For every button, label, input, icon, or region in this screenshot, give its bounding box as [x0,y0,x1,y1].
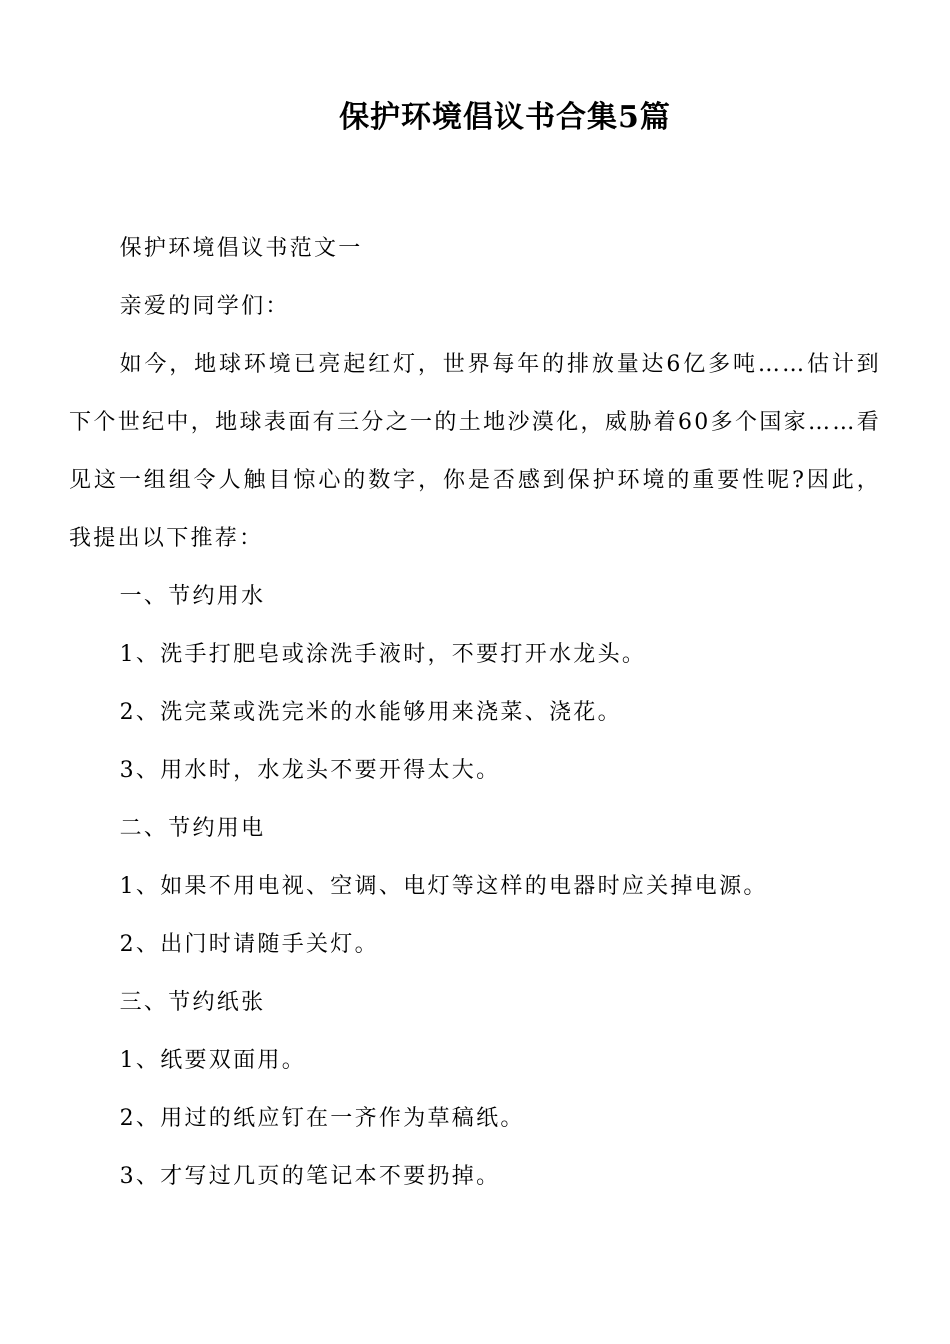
list-item: 1、如果不用电视、空调、电灯等这样的电器时应关掉电源。 [119,874,768,899]
list-heading: 二、节约用电 [119,816,266,841]
section-heading: 保护环境倡议书范文一 [119,236,363,261]
list-item: 2、用过的纸应钉在一齐作为草稿纸。 [119,1106,525,1131]
document-body [69,220,881,1206]
salutation: 亲爱的同学们： [119,294,290,319]
list-item: 3、用水时，水龙头不要开得太大。 [119,758,501,783]
list-item: 1、洗手打肥皂或涂洗手液时，不要打开水龙头。 [119,642,647,667]
document-title: 保护环境倡议书合集5篇 [339,100,671,135]
list-heading: 一、节约用水 [119,584,266,609]
list-heading: 三、节约纸张 [119,990,266,1015]
list-item: 2、出门时请随手关灯。 [119,932,379,957]
intro-paragraph: 如今，地球环境已亮起红灯，世界每年的排放量达6亿多吨……估计到下个世纪中，地球表面有三分之一的土地沙漠化，威胁着60多个国家……看见这一组组令人触目惊心的数字，你是否感到保护环境的重要性呢?因此，我提出以下推荐： [69,352,881,551]
list-item: 3、才写过几页的笔记本不要扔掉。 [119,1164,501,1189]
list-item: 1、纸要双面用。 [119,1048,306,1073]
list-item: 2、洗完菜或洗完米的水能够用来浇菜、浇花。 [119,700,622,725]
